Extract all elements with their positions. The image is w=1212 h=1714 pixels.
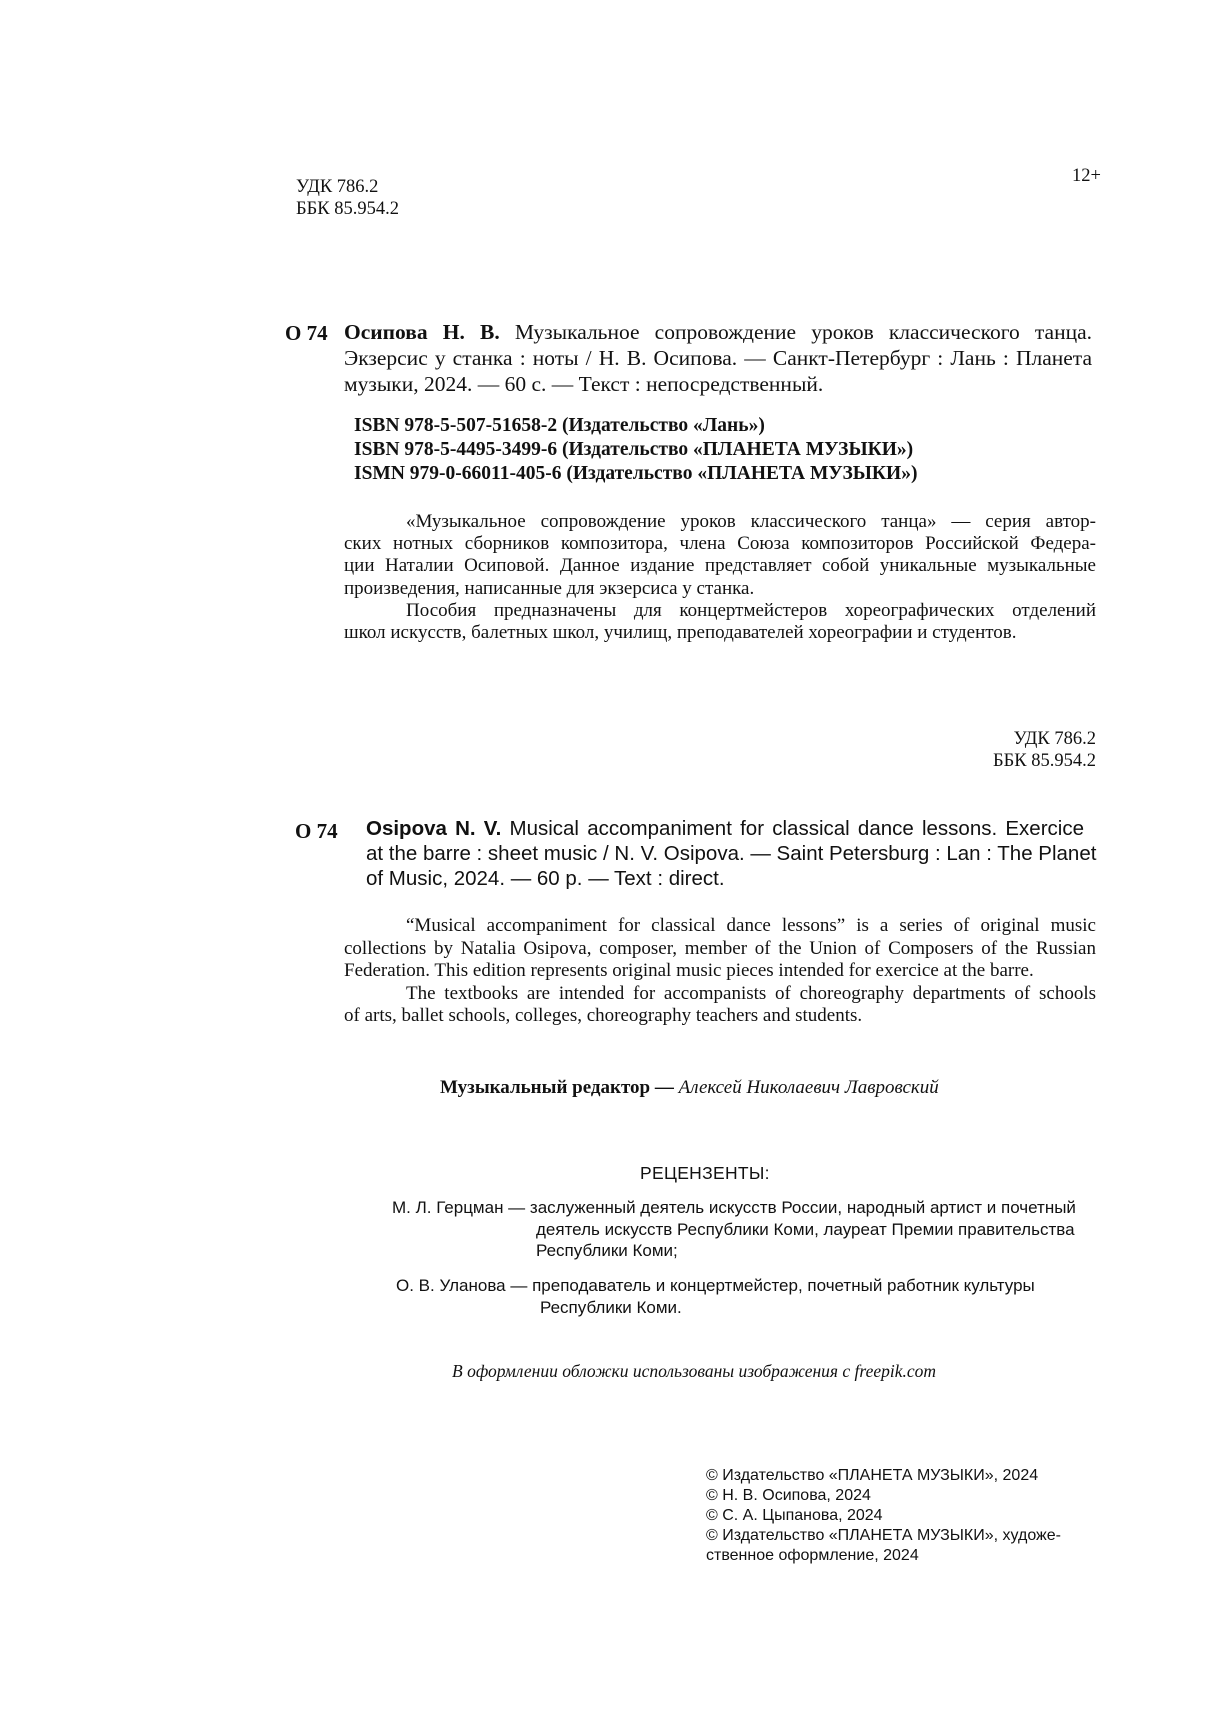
author-sign-ru: О 74: [285, 321, 328, 345]
isbn-planeta: ISBN 978-5-4495-3499-6 (Издательство «ПЛАНЕТА МУЗЫКИ»): [354, 439, 914, 460]
annotation-en-line: “Musical accompaniment for classical dance lessons” is a series of original music: [406, 915, 1096, 936]
udk-code: УДК 786.2: [296, 177, 379, 197]
entry-en-title: Musical accompaniment for classical dance lessons. Exercice: [501, 817, 1084, 840]
copyright-line: © С. А. Цыпанова, 2024: [706, 1507, 883, 1524]
age-rating: 12+: [1072, 166, 1101, 186]
entry-en-line-3: of Music, 2024. — 60 p. — Text : direct.: [366, 867, 725, 890]
copyright-line: © Н. В. Осипова, 2024: [706, 1487, 871, 1504]
cover-image-credit: В оформлении обложки использованы изображения с freepik.com: [452, 1361, 937, 1381]
annotation-en-line: The textbooks are intended for accompanists of choreography departments of schools: [406, 982, 1096, 1004]
bbk-code: ББК 85.954.2: [296, 199, 399, 219]
entry-en-line-1: [366, 816, 1084, 841]
entry-en-author: Osipova N. V.: [366, 817, 502, 840]
entry-ru-title: Музыкальное сопровождение уроков классического танца.: [499, 320, 1093, 344]
annotation-en-line: Federation. This edition represents original music pieces intended for exercice at the barre.: [344, 960, 1034, 982]
isbn-block: [354, 414, 917, 486]
copyright-line: © Издательство «ПЛАНЕТА МУЗЫКИ», 2024: [706, 1467, 1039, 1484]
reviewer-1-line-2: деятель искусств Республики Коми, лауреат Премии правительства: [536, 1219, 1075, 1239]
classification-block-en: [940, 728, 1096, 772]
entry-ru-line-2: Экзерсис у станка : ноты / Н. В. Осипова. — Санкт-Петербург : Лань : Планета: [344, 346, 1092, 370]
annotation-ru-line: ции Наталии Осиповой. Данное издание представляет собой уникальные музыкальные: [344, 555, 1096, 577]
reviewer-entry: [396, 1275, 1035, 1318]
annotation-ru-line: произведения, написанные для экзерсиса у станка.: [344, 577, 755, 599]
bibliographic-entry-en: [366, 816, 1097, 891]
copyright-line: © Издательство «ПЛАНЕТА МУЗЫКИ», художе-: [706, 1527, 1061, 1544]
entry-ru-line-1: [344, 319, 1092, 345]
editor-role: Музыкальный редактор —: [440, 1077, 674, 1098]
reviewers-heading: РЕЦЕНЗЕНТЫ:: [640, 1163, 770, 1183]
reviewer-2-line-2: Республики Коми.: [540, 1297, 682, 1317]
annotation-en-line: collections by Natalia Osipova, composer, member of the Union of Composers of the Russian: [344, 937, 1096, 959]
entry-ru-line-3: музыки, 2024. — 60 с. — Текст : непосредственный.: [344, 372, 824, 396]
reviewer-2-line-1: О. В. Уланова — преподаватель и концертмейстер, почетный работник культуры: [396, 1276, 1035, 1295]
annotation-ru-line: школ искусств, балетных школ, училищ, преподавателей хореографии и студентов.: [344, 622, 1017, 644]
udk-code-en: УДК 786.2: [1013, 729, 1096, 749]
annotation-ru: [344, 511, 1096, 644]
annotation-ru-line: «Музыкальное сопровождение уроков классического танца» — серия автор-: [406, 511, 1096, 532]
music-editor-credit: [440, 1077, 939, 1099]
editor-name: Алексей Николаевич Лавровский: [673, 1077, 939, 1098]
classification-block-top: [296, 176, 399, 220]
isbn-lan: ISBN 978-5-507-51658-2 (Издательство «Лань»): [354, 415, 765, 436]
copyright-line: ственное оформление, 2024: [706, 1547, 919, 1564]
annotation-ru-line: ских нотных сборников композитора, члена Союза композиторов Российской Федера-: [344, 533, 1096, 555]
reviewer-entry: [392, 1197, 1076, 1262]
entry-ru-author: Осипова Н. В.: [344, 320, 500, 344]
reviewer-1-line-1: М. Л. Герцман — заслуженный деятель искусств России, народный артист и почетный: [392, 1198, 1076, 1217]
author-sign-en: O 74: [295, 819, 338, 843]
bbk-code-en: ББК 85.954.2: [993, 751, 1096, 771]
copyright-block: [706, 1466, 1061, 1566]
bibliographic-entry-ru: [344, 319, 1092, 397]
ismn-planeta: ISMN 979-0-66011-405-6 (Издательство «ПЛАНЕТА МУЗЫКИ»): [354, 463, 918, 484]
annotation-en-line: of arts, ballet schools, colleges, choreography teachers and students.: [344, 1005, 863, 1027]
annotation-ru-line: Пособия предназначены для концертмейстеров хореографических отделений: [406, 599, 1096, 621]
entry-en-line-2: at the barre : sheet music / N. V. Osipova. — Saint Petersburg : Lan : The Planet: [366, 842, 1097, 865]
annotation-en: [344, 915, 1096, 1028]
reviewer-1-line-3: Республики Коми;: [536, 1241, 678, 1260]
